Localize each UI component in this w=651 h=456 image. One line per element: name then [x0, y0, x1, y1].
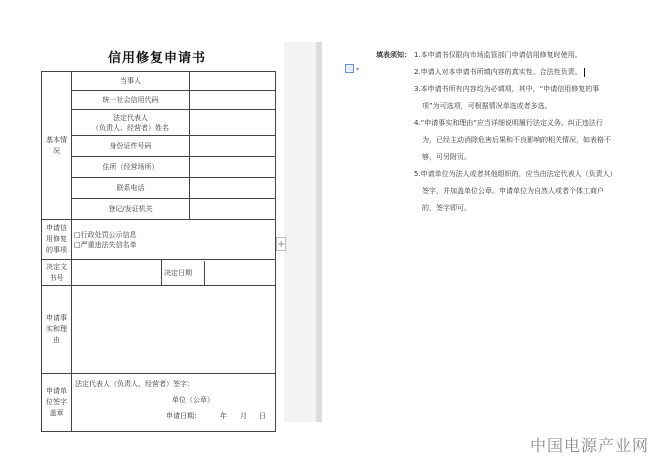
document-title: 信用修复申请书: [108, 51, 207, 66]
decision-date-group: [162, 260, 276, 286]
matter-label: 申请信用修复的事项: [42, 220, 72, 260]
instructions-list: [414, 47, 614, 217]
form-row-credit-code: [42, 91, 276, 110]
field-label-authority: 登记/发证机关: [72, 199, 190, 220]
field-label-legal-rep: 法定代表人 （负责人、经营者）姓名: [72, 110, 190, 136]
field-value-phone[interactable]: [190, 178, 276, 199]
field-value-authority[interactable]: [190, 199, 276, 220]
form-row-facts: [42, 286, 276, 374]
date-day-label: 日: [259, 412, 266, 420]
application-form-table: [41, 71, 276, 432]
form-row-decision: [42, 260, 276, 286]
form-row-id-number: [42, 136, 276, 157]
instruction-item: 3.本申请书所有内容均为必填项，其中，“申请信用修复的事项”为可选项，可根据情况单选或者多选。: [414, 85, 600, 110]
field-label-address: 住所（经营场所）: [72, 157, 190, 178]
field-value-address[interactable]: [190, 157, 276, 178]
add-page-button[interactable]: +: [277, 239, 286, 250]
matter-options: [72, 220, 276, 260]
matter-option-admin-penalty[interactable]: □行政处罚公示信息: [74, 230, 137, 239]
unit-seal-line: 单位（公章）: [172, 396, 214, 404]
decision-date-value[interactable]: [204, 261, 275, 285]
comment-dropdown-icon[interactable]: ▾: [356, 66, 360, 73]
field-label-phone: 联系电话: [72, 178, 190, 199]
instruction-item: 4.“申请事实和理由”应当详细说明履行法定义务、纠正违法行为，已经主动消除危害后果和不良影响的相关情况，如表格不够，可另附页。: [414, 119, 611, 161]
text-cursor: [584, 68, 585, 77]
application-date-label: 申请日期：: [166, 412, 201, 420]
date-month-label: 月: [240, 412, 247, 420]
instructions-label: 填表须知：: [376, 51, 411, 59]
form-row-phone: [42, 178, 276, 199]
form-row-address: [42, 157, 276, 178]
instruction-item: 2.申请人对本申请书所填内容的真实性、合法性负责。: [414, 64, 614, 81]
decision-number-label: 决定文书号: [42, 260, 72, 286]
comment-icon[interactable]: [345, 64, 354, 73]
signature-area: [72, 374, 276, 432]
decision-date-label: 决定日期: [164, 268, 192, 277]
field-label-id-number: 身份证件号码: [72, 136, 190, 157]
facts-label: 申请事实和理由: [42, 286, 72, 374]
field-value-id-number[interactable]: [190, 136, 276, 157]
form-row-party: [42, 72, 276, 91]
instruction-item: 5.申请单位为法人或者其他组织的，应当由法定代表人（负责人）签字，并加盖单位公章。申请单位为自然人或者个体工商户的，签字即可。: [414, 170, 614, 212]
field-value-credit-code[interactable]: [190, 91, 276, 110]
field-label-party: 当事人: [72, 72, 190, 91]
instruction-item: 1.本申请书仅限向市场监管部门申请信用修复时使用。: [414, 51, 582, 59]
form-row-authority: [42, 199, 276, 220]
signature-label: 申请单位签字盖章: [42, 374, 72, 432]
form-row-matter: [42, 220, 276, 260]
matter-option-dishonest-list[interactable]: □严重违法失信名单: [74, 240, 137, 249]
basic-info-label: 基本情况: [42, 72, 72, 220]
decision-number-value[interactable]: [72, 260, 162, 286]
form-row-signature: [42, 374, 276, 432]
field-value-legal-rep[interactable]: [190, 110, 276, 136]
site-watermark: 中国电源产业网: [530, 436, 650, 455]
form-row-legal-rep: [42, 110, 276, 136]
field-value-party[interactable]: [190, 72, 276, 91]
date-year-label: 年: [220, 412, 227, 420]
legal-rep-signature-line: 法定代表人（负责人、经营者）签字：: [75, 380, 194, 388]
facts-value[interactable]: [72, 286, 276, 374]
page-gap: [284, 42, 320, 422]
field-label-credit-code: 统一社会信用代码: [72, 91, 190, 110]
